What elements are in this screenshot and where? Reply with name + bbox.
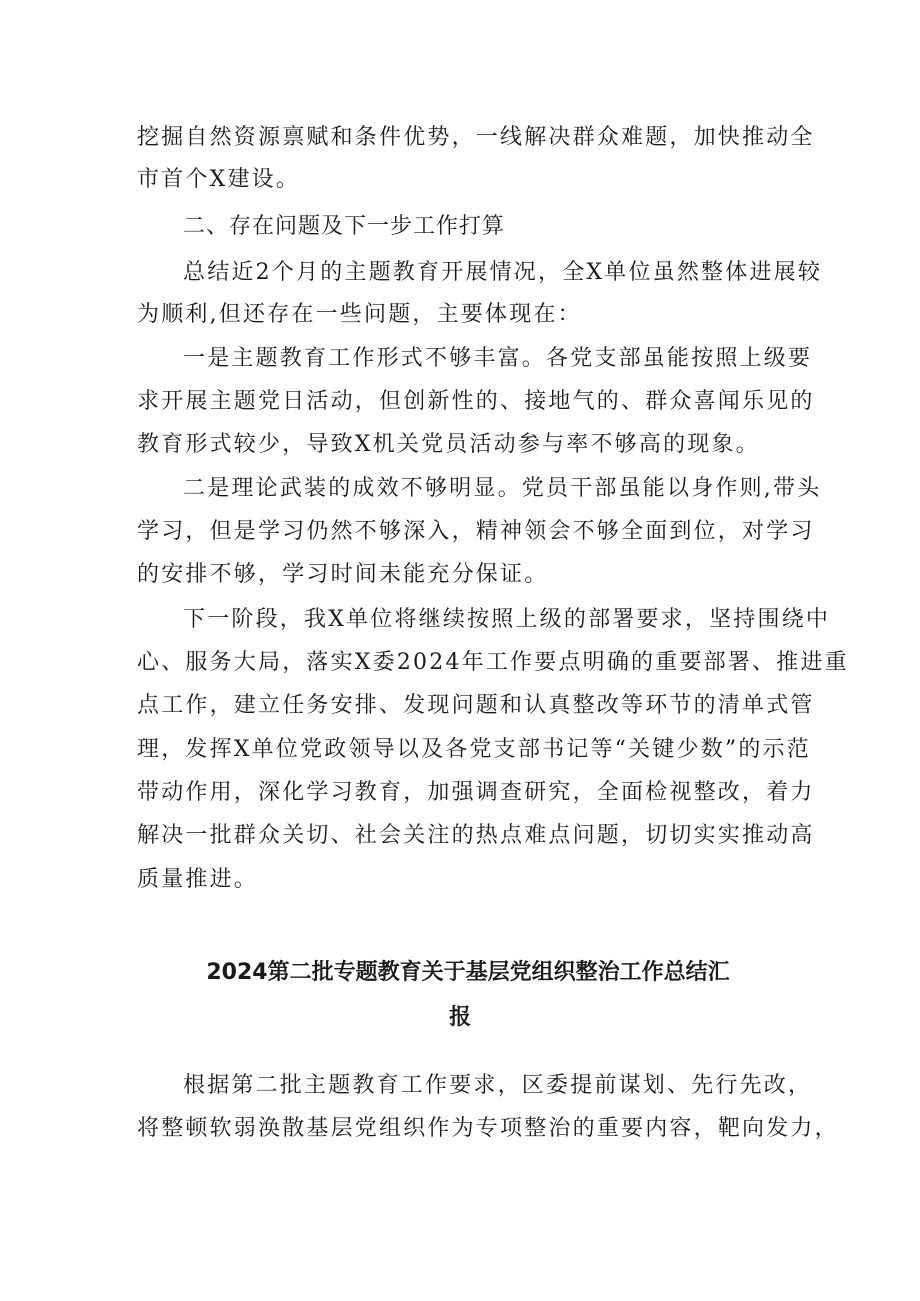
paragraph-line: 质量推进。 (137, 867, 259, 892)
paragraph-line: 总结近2个月的主题教育开展情况，全X单位虽然整体进展较 (183, 260, 823, 285)
paragraph-line: 求开展主题党日活动，但创新性的、接地气的、群众喜闻乐见的 (137, 389, 815, 414)
paragraph-line: 下一阶段，我X单位将继续按照上级的部署要求，坚持围绕中 (183, 607, 831, 632)
section-heading: 二、存在问题及下一步工作打算 (183, 214, 506, 239)
paragraph-line: 点工作，建立任务安排、发现问题和认真整改等环节的清单式管 (137, 693, 815, 718)
paragraph-line: 二是理论武装的成效不够明显。党员干部虽能以身作则,带头 (183, 476, 822, 501)
paragraph-line: 一是主题教育工作形式不够丰富。各党支部虽能按照上级要 (183, 346, 813, 371)
paragraph-line: 的安排不够，学习时间未能充分保证。 (137, 562, 549, 587)
paragraph-line: 学习，但是学习仍然不够深入，精神领会不够全面到位，对学习 (137, 519, 815, 544)
paragraph-line: 心、服务大局，落实X委2024年工作要点明确的重要部署、推进重 (137, 650, 849, 675)
report-title: 2024第二批专题教育关于基层党组织整治工作总结汇 (206, 960, 730, 985)
paragraph-line: 为顺利,但还存在一些问题，主要体现在： (137, 302, 582, 327)
paragraph-line: 市首个X建设。 (137, 167, 301, 192)
paragraph-line: 将整顿软弱涣散基层党组织作为专项整治的重要内容，靶向发力， (137, 1116, 839, 1141)
paragraph-line: 解决一批群众关切、社会关注的热点难点问题，切切实实推动高 (137, 823, 815, 848)
paragraph-line: 挖掘自然资源禀赋和条件优势，一线解决群众难题，加快推动全 (137, 125, 815, 150)
paragraph-line: 教育形式较少，导致X机关党员活动参与率不够高的现象。 (137, 432, 760, 457)
paragraph-line: 理，发挥X单位党政领导以及各党支部书记等“关键少数”的示范 (137, 737, 811, 762)
report-title-continued: 报 (448, 1005, 471, 1030)
paragraph-line: 根据第二批主题教育工作要求，区委提前谋划、先行先改， (183, 1073, 813, 1098)
paragraph-line: 带动作用，深化学习教育，加强调查研究，全面检视整改，着力 (137, 780, 815, 805)
